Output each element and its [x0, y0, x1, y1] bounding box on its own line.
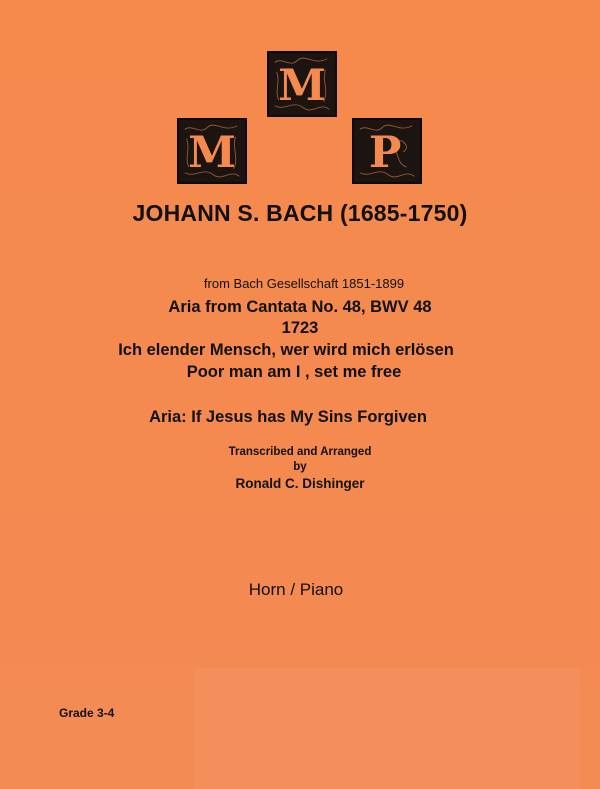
transcribed-line: Transcribed and Arranged	[228, 446, 372, 458]
svg-text:P: P	[368, 126, 402, 178]
aria-subtitle: Aria: If Jesus has My Sins Forgiven	[149, 408, 427, 426]
logo-p-right	[352, 118, 422, 184]
grade-label: Grade 3-4	[59, 706, 115, 720]
svg-text:M: M	[188, 126, 236, 178]
letter-p-icon	[354, 120, 420, 182]
arranger-name: Ronald C. Dishinger	[235, 476, 365, 491]
logo-m-top	[267, 51, 337, 117]
english-title: Poor man am I , set me free	[186, 363, 402, 381]
footer-tint	[195, 668, 580, 789]
work-title: Aria from Cantata No. 48, BWV 48	[168, 298, 432, 316]
instrumentation: Horn / Piano	[248, 580, 344, 599]
composer-heading: JOHANN S. BACH (1685-1750)	[132, 200, 468, 226]
source-line: from Bach Gesellschaft 1851-1899	[203, 276, 405, 291]
work-year: 1723	[281, 319, 319, 337]
by-line: by	[293, 461, 307, 473]
letter-m-icon	[179, 120, 245, 182]
svg-text:M: M	[278, 59, 326, 111]
logo-m-left	[177, 118, 247, 184]
german-title: Ich elender Mensch, wer wird mich erlösen	[118, 341, 454, 359]
letter-m-icon	[269, 53, 335, 115]
